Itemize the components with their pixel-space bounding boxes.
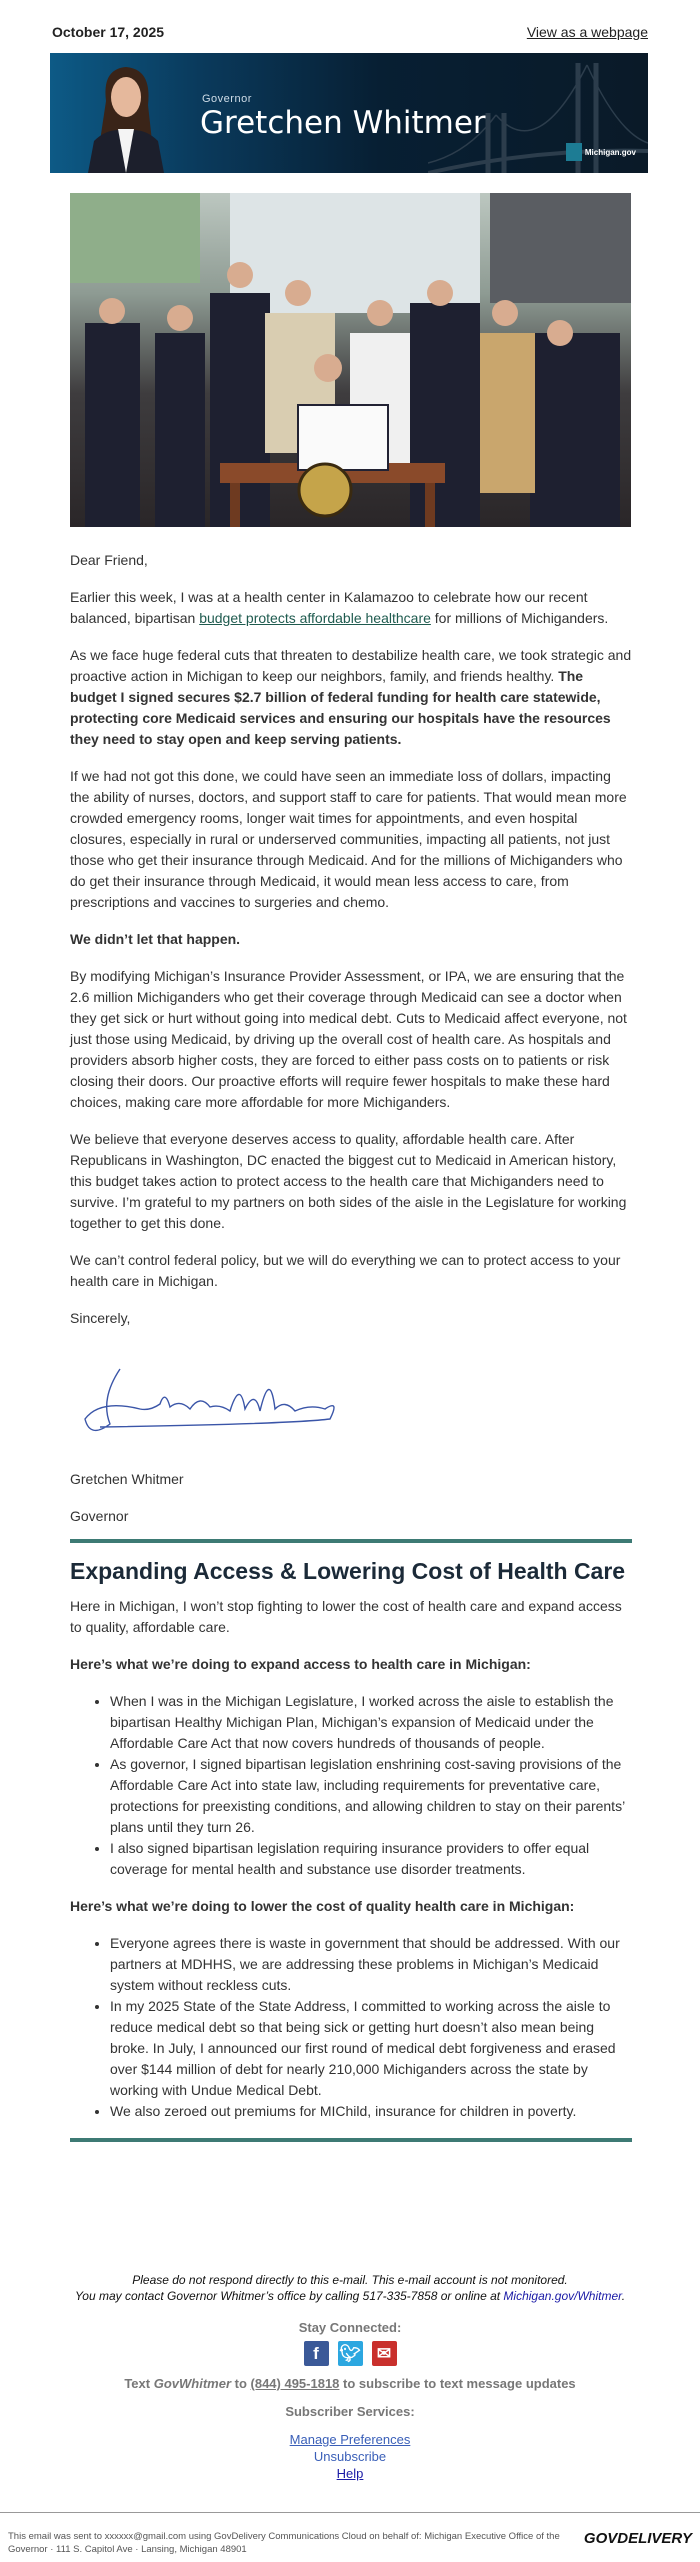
paragraph-text: Earlier this week, I was at a health center in Kalamazoo to celebrate how our recent balanced, bipartisan bbox=[70, 589, 588, 626]
subheading-lower-cost bbox=[70, 1896, 632, 1917]
unsubscribe-link[interactable]: Unsubscribe bbox=[313, 2449, 387, 2464]
section-divider bbox=[70, 2138, 632, 2142]
govdelivery-logo: GOVDELIVERY bbox=[583, 2530, 692, 2547]
paragraph-bold-text: The budget I signed secures $2.7 billion of federal funding for health care statewide, protecting core Medicaid services and ensuring our hospitals have the resources they need to stay open and keep serving patients. bbox=[70, 668, 611, 747]
subscriber-services-label: Subscriber Services: bbox=[285, 2404, 415, 2419]
signer-title: Governor bbox=[70, 1508, 129, 1524]
twitter-icon[interactable]: 🐦︎ bbox=[338, 2341, 363, 2366]
banner-title: Gretchen Whitmer bbox=[200, 105, 486, 141]
list-item: • In my 2025 State of the State Address, I committed to working across the aisle to reduce medical debt so that being sick or getting hurt doesn’t also mean being broke. In July, I announced our first round of medical debt forgiveness and erased over $144 million of debt for nearly 210,000 Michiganders across the state by working with Undue Medical Debt. bbox=[110, 1996, 632, 2101]
paragraph-consequences: If we had not got this done, we could have seen an immediate loss of dollars, impacting the ability of nurses, doctors, and support staff to care for patients. That would mean more crowded emergency rooms, longer wait times for appointments, and even hospital closures, especially in rural or underserved communities, impacting all patients, not just those who get their insurance through Medicaid. And for the millions of Michiganders who do get their insurance through Medicaid, it would mean less access to care, from prescriptions and vaccines to surgeries and chemo. bbox=[70, 768, 627, 910]
sms-keyword: GovWhitmer bbox=[153, 2376, 232, 2391]
list-item: • We also zeroed out premiums for MIChild, insurance for children in poverty. bbox=[110, 2101, 632, 2122]
sms-text: to bbox=[231, 2376, 251, 2391]
subheading-text: Here’s what we’re doing to expand access to health care in Michigan: bbox=[70, 1656, 531, 1672]
email-header bbox=[52, 24, 648, 40]
michigan-gov-logo-text: Michigan.gov bbox=[584, 147, 636, 157]
help-link[interactable]: Help bbox=[336, 2466, 364, 2481]
paragraph-text: for millions of Michiganders. bbox=[430, 610, 609, 626]
sms-text: to subscribe to text message updates bbox=[339, 2376, 576, 2391]
emphasis-text: We didn’t let that happen. bbox=[70, 931, 241, 947]
view-as-webpage-link[interactable]: View as a webpage bbox=[526, 24, 648, 40]
sms-phone-link[interactable]: (844) 495-1818 bbox=[250, 2376, 340, 2391]
letter-body bbox=[70, 550, 632, 2142]
group-photo-illustration bbox=[70, 193, 631, 527]
text-subscribe bbox=[0, 2376, 700, 2391]
section-intro: Here in Michigan, I won’t stop fighting to lower the cost of health care and expand access to quality, affordable care. bbox=[70, 1598, 622, 1635]
subheading-expand-access bbox=[70, 1654, 632, 1675]
list-item: • As governor, I signed bipartisan legislation enshrining cost-saving provisions of the Affordable Care Act into state law, including requirements for preventative care, protections for preexisting conditions, and allowing children to stay on their parents’ plans until they turn 26. bbox=[110, 1754, 632, 1838]
section-divider bbox=[70, 1539, 632, 1543]
notice-contact bbox=[0, 2288, 700, 2304]
email-footer bbox=[0, 2320, 700, 2482]
bill-signing-photo bbox=[70, 193, 631, 527]
greeting: Dear Friend, bbox=[70, 552, 148, 568]
expand-access-list bbox=[110, 1691, 632, 1880]
michigan-gov-logo bbox=[566, 143, 636, 161]
footer-divider bbox=[0, 2512, 700, 2513]
paragraph-ipa: By modifying Michigan’s Insurance Provider Assessment, or IPA, we are ensuring that the 2.6 million Michiganders who get their coverage through Medicaid can see a doctor when they get sick or hurt without going into medical debt. Cuts to Medicaid affect everyone, not just those using Medicaid, by driving up the overall cost of health care. As hospitals and providers absorb higher costs, they are forced to either pass costs on to patients or risk closing their doors. Our proactive efforts will require fewer hospitals to make these hard choices, making care more affordable for more Michiganders. bbox=[70, 968, 627, 1110]
closing: Sincerely, bbox=[70, 1310, 131, 1326]
notice-text: You may contact Governor Whitmer’s office by calling 517-335-7858 or online at bbox=[74, 2289, 504, 2303]
budget-link[interactable]: budget protects affordable healthcare bbox=[199, 610, 431, 626]
lower-cost-list bbox=[110, 1933, 632, 2122]
fine-print: This email was sent to xxxxxx@gmail.com using GovDelivery Communications Cloud on behalf of: Michigan Executive Office of the Governor · 111 S. Capitol Ave · Lansing, Michigan 48901 bbox=[8, 2531, 560, 2555]
paragraph-text: As we face huge federal cuts that threaten to destabilize health care, we took strategic and proactive action in Michigan to keep our neighbors, family, and friends healthy. bbox=[70, 647, 632, 684]
paragraph-emphasis bbox=[70, 929, 632, 950]
signer-name: Gretchen Whitmer bbox=[70, 1471, 184, 1487]
subscriber-links bbox=[0, 2431, 700, 2482]
sms-text: Text bbox=[124, 2376, 154, 2391]
stay-connected-label: Stay Connected: bbox=[298, 2320, 402, 2335]
list-item: • When I was in the Michigan Legislature, I worked across the aisle to establish the bipartisan Healthy Michigan Plan, Michigan’s expansion of Medicaid under the Affordable Care Act that now covers hundreds of thousands of people. bbox=[110, 1691, 632, 1754]
signature-image bbox=[70, 1349, 390, 1449]
do-not-reply-notice bbox=[0, 2272, 700, 2304]
governor-portrait bbox=[78, 61, 174, 173]
manage-preferences-link[interactable]: Manage Preferences bbox=[289, 2432, 411, 2447]
list-item: • Everyone agrees there is waste in government that should be addressed. With our partners at MDHHS, we are addressing these problems in Michigan’s Medicaid system without reckless cuts. bbox=[110, 1933, 632, 1996]
subheading-text: Here’s what we’re doing to lower the cost of quality health care in Michigan: bbox=[70, 1898, 575, 1914]
notice-text: . bbox=[621, 2289, 626, 2303]
banner-subtitle: Governor bbox=[202, 93, 252, 105]
paragraph-intro bbox=[70, 587, 632, 629]
paragraph-federal-cuts bbox=[70, 645, 632, 750]
social-icons bbox=[0, 2341, 700, 2366]
notice-text: Please do not respond directly to this e-mail. This e-mail account is not monitored. bbox=[132, 2273, 568, 2287]
email-date: October 17, 2025 bbox=[52, 24, 165, 40]
paragraph-closing: We can’t control federal policy, but we will do everything we can to protect access to your health care in Michigan. bbox=[70, 1252, 621, 1289]
michigan-gov-whitmer-link[interactable]: Michigan.gov/Whitmer bbox=[503, 2289, 622, 2303]
facebook-icon[interactable]: f bbox=[304, 2341, 329, 2366]
section-heading: Expanding Access & Lowering Cost of Health Care bbox=[70, 1558, 626, 1584]
governor-banner bbox=[50, 53, 648, 173]
paragraph-belief: We believe that everyone deserves access to quality, affordable health care. After Republicans in Washington, DC enacted the biggest cut to Medicaid in American history, this budget takes action to protect access to the health care that Michiganders need to survive. I’m grateful to my partners on both sides of the aisle in the Legislature for working together to get this done. bbox=[70, 1131, 627, 1231]
list-item: • I also signed bipartisan legislation requiring insurance providers to offer equal coverage for mental health and substance use disorder treatments. bbox=[110, 1838, 632, 1880]
email-icon[interactable]: ✉ bbox=[372, 2341, 397, 2366]
michigan-map-icon bbox=[566, 143, 582, 161]
